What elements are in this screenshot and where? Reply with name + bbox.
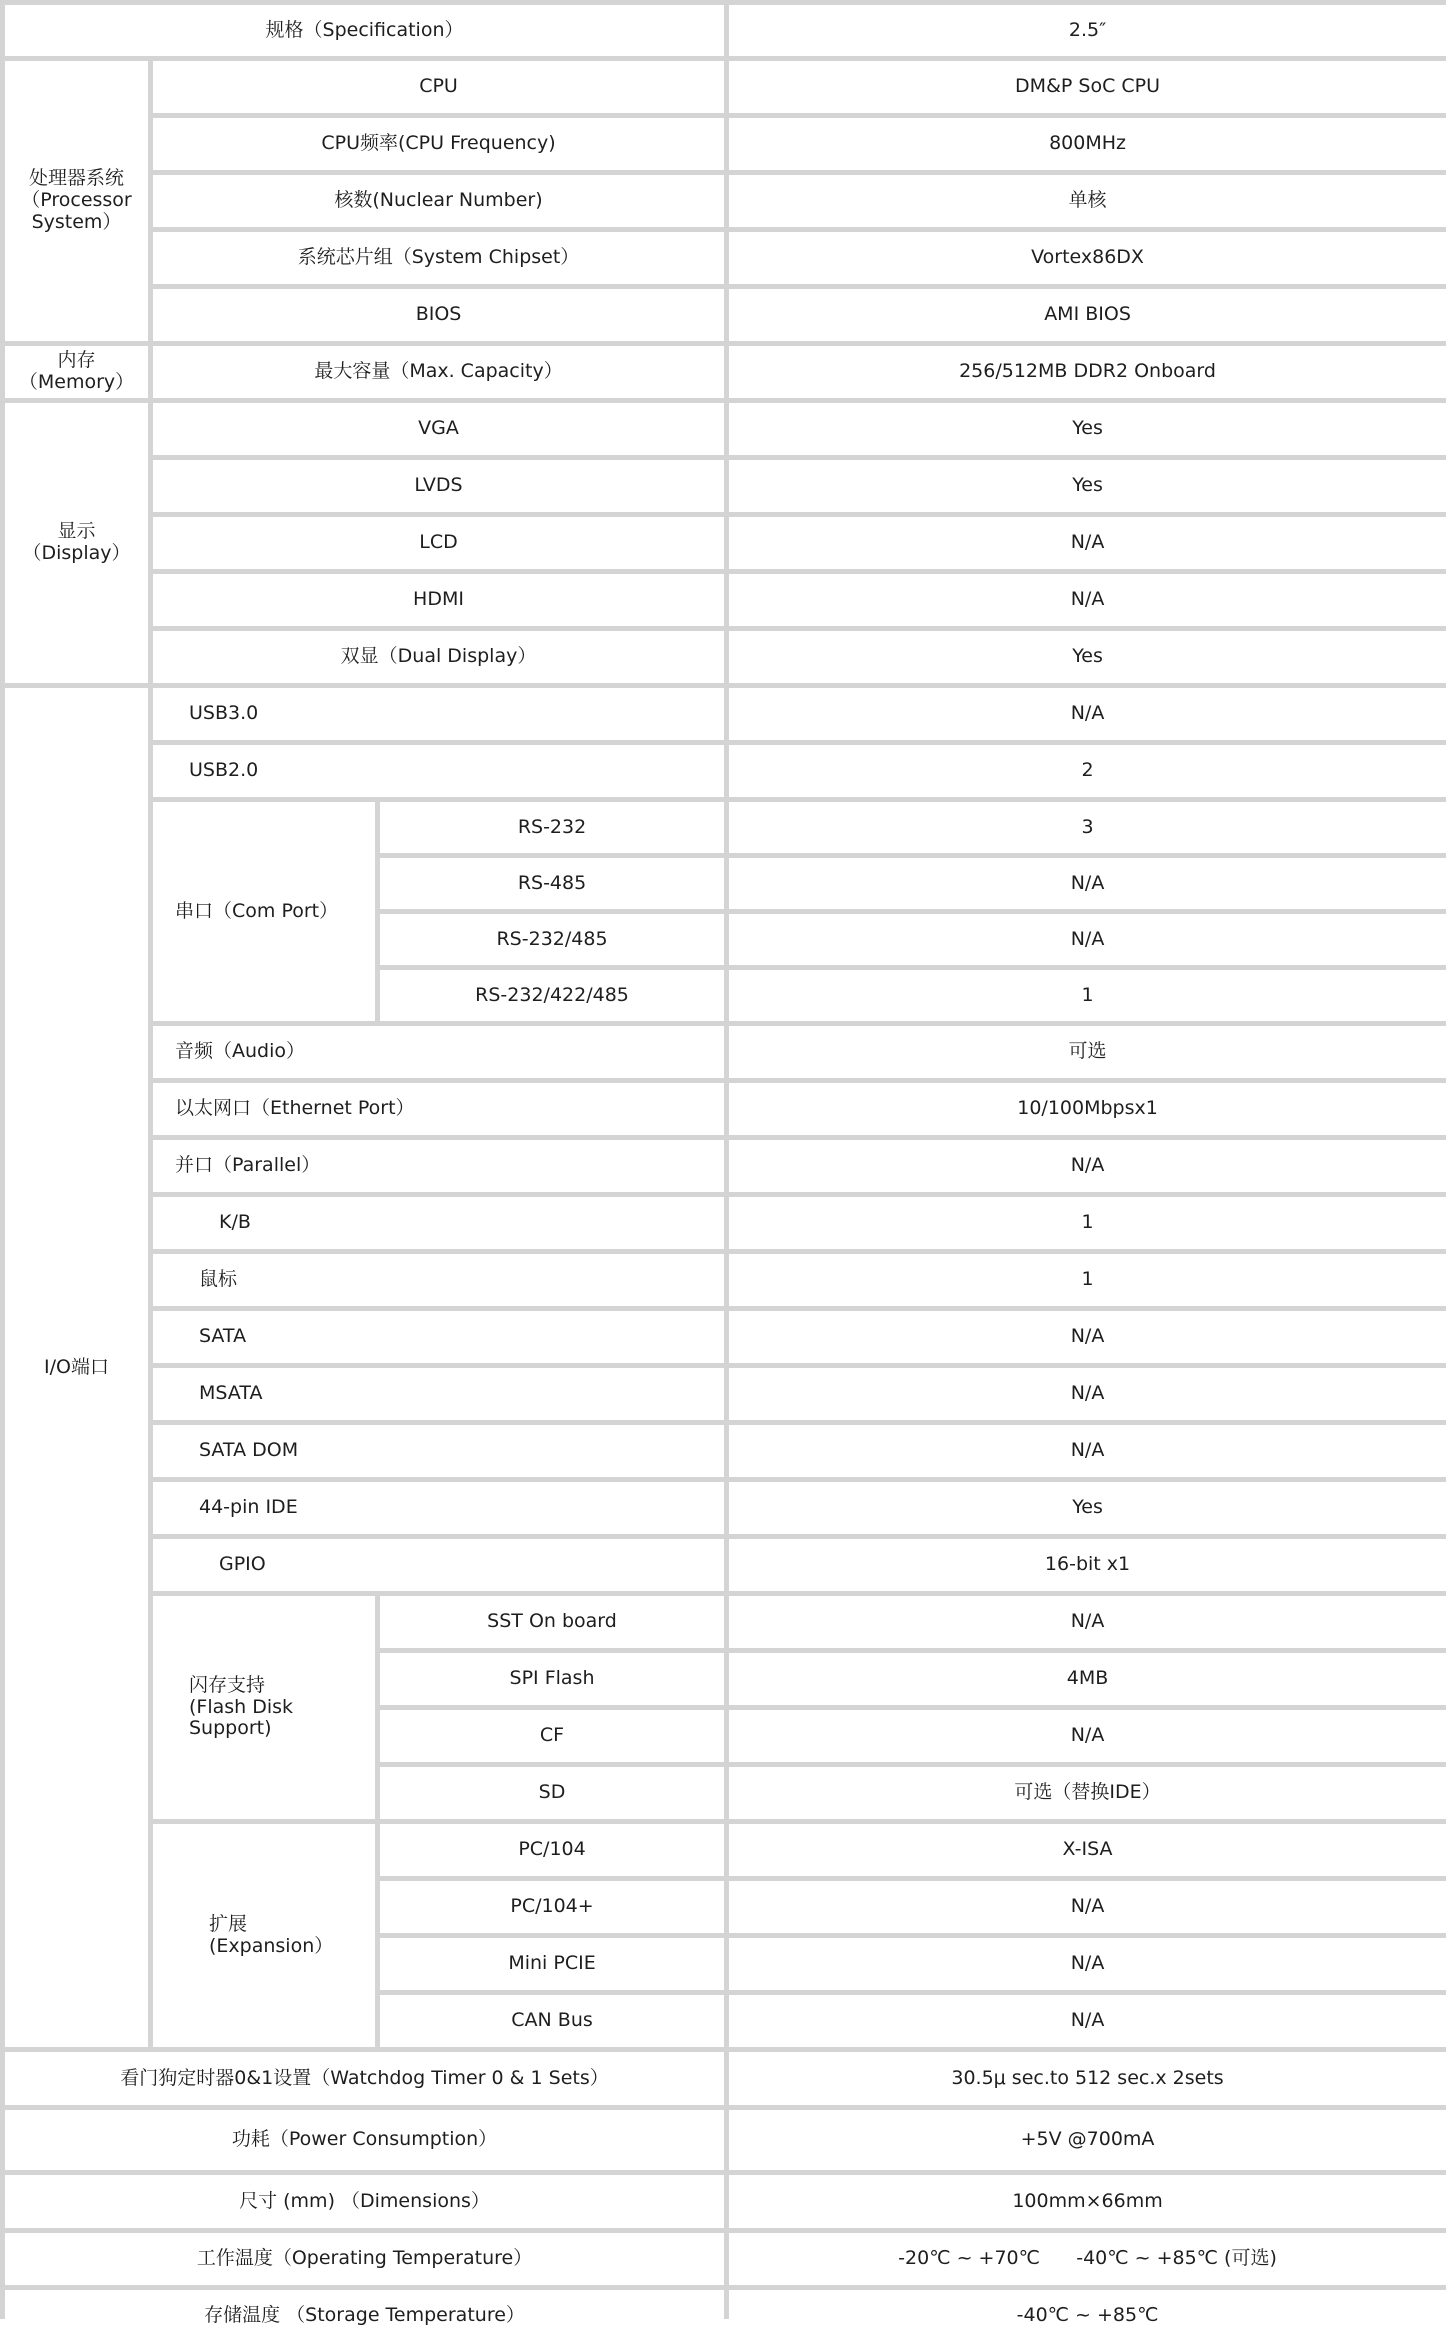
sata-value: N/A xyxy=(729,1311,1446,1363)
vga-label: VGA xyxy=(153,403,724,455)
spi-flash-value: 4MB xyxy=(729,1653,1446,1705)
msata-label: MSATA xyxy=(153,1368,724,1420)
ethernet-label: 以太网口（Ethernet Port） xyxy=(153,1083,724,1135)
expansion-group-label: 扩展 (Expansion） xyxy=(153,1824,375,2047)
audio-label: 音频（Audio） xyxy=(153,1026,724,1078)
power-value: +5V @700mA xyxy=(729,2110,1446,2170)
table-row xyxy=(5,745,1446,797)
table-row xyxy=(5,1539,1446,1591)
table-row xyxy=(5,346,1446,398)
core-count-label: 核数(Nuclear Number) xyxy=(153,175,724,227)
sd-label: SD xyxy=(380,1767,724,1819)
table-row xyxy=(5,1254,1446,1306)
cf-value: N/A xyxy=(729,1710,1446,1762)
table-row xyxy=(5,5,1446,56)
core-count-value: 单核 xyxy=(729,175,1446,227)
mouse-label: 鼠标 xyxy=(153,1254,724,1306)
rs232-422-485-label: RS-232/422/485 xyxy=(380,970,724,1021)
usb20-value: 2 xyxy=(729,745,1446,797)
storage-temp-value: -40℃ ~ +85℃ xyxy=(729,2290,1446,2342)
io-group-label: I/O端口 xyxy=(5,688,148,2047)
table-row xyxy=(5,1083,1446,1135)
table-row xyxy=(5,175,1446,227)
max-capacity-value: 256/512MB DDR2 Onboard xyxy=(729,346,1446,398)
processor-group-label: 处理器系统 （Processor System） xyxy=(5,61,148,341)
table-row xyxy=(5,1368,1446,1420)
table-row xyxy=(5,574,1446,626)
bios-label: BIOS xyxy=(153,289,724,341)
cpu-label: CPU xyxy=(153,61,724,113)
rs232-485-value: N/A xyxy=(729,914,1446,965)
gpio-label: GPIO xyxy=(153,1539,724,1591)
watchdog-value: 30.5μ sec.to 512 sec.x 2sets xyxy=(729,2052,1446,2105)
com-port-group-label: 串口（Com Port） xyxy=(153,802,375,1021)
table-row xyxy=(5,61,1446,113)
ide-value: Yes xyxy=(729,1482,1446,1534)
hdmi-value: N/A xyxy=(729,574,1446,626)
lvds-label: LVDS xyxy=(153,460,724,512)
rs232-value: 3 xyxy=(729,802,1446,853)
mouse-value: 1 xyxy=(729,1254,1446,1306)
kb-label: K/B xyxy=(153,1197,724,1249)
chipset-value: Vortex86DX xyxy=(729,232,1446,284)
pc104-value: X-ISA xyxy=(729,1824,1446,1876)
table-row xyxy=(5,2290,1446,2342)
dual-display-label: 双显（Dual Display） xyxy=(153,631,724,683)
display-group-label: 显示 （Display） xyxy=(5,403,148,683)
sst-onboard-label: SST On board xyxy=(380,1596,724,1648)
table-row xyxy=(5,688,1446,740)
operating-temp-label: 工作温度（Operating Temperature） xyxy=(5,2233,724,2285)
pc104-plus-value: N/A xyxy=(729,1881,1446,1933)
table-row xyxy=(5,460,1446,512)
lvds-value: Yes xyxy=(729,460,1446,512)
table-row xyxy=(5,631,1446,683)
spec-label: 规格（Specification） xyxy=(5,5,724,56)
usb30-label: USB3.0 xyxy=(153,688,724,740)
sata-dom-value: N/A xyxy=(729,1425,1446,1477)
table-row xyxy=(5,517,1446,569)
mini-pcie-value: N/A xyxy=(729,1938,1446,1990)
spi-flash-label: SPI Flash xyxy=(380,1653,724,1705)
watchdog-label: 看门狗定时器0&1设置（Watchdog Timer 0 & 1 Sets） xyxy=(5,2052,724,2105)
hdmi-label: HDMI xyxy=(153,574,724,626)
table-row xyxy=(5,1596,1446,1648)
kb-value: 1 xyxy=(729,1197,1446,1249)
msata-value: N/A xyxy=(729,1368,1446,1420)
table-row xyxy=(5,1482,1446,1534)
flash-group-label: 闪存支持 (Flash Disk Support) xyxy=(153,1596,375,1819)
table-row xyxy=(5,2110,1446,2170)
sd-value: 可选（替换IDE） xyxy=(729,1767,1446,1819)
max-capacity-label: 最大容量（Max. Capacity） xyxy=(153,346,724,398)
parallel-label: 并口（Parallel） xyxy=(153,1140,724,1192)
lcd-label: LCD xyxy=(153,517,724,569)
sata-dom-label: SATA DOM xyxy=(153,1425,724,1477)
cpu-frequency-value: 800MHz xyxy=(729,118,1446,170)
table-row xyxy=(5,802,1446,853)
table-row xyxy=(5,1140,1446,1192)
pc104-plus-label: PC/104+ xyxy=(380,1881,724,1933)
parallel-value: N/A xyxy=(729,1140,1446,1192)
table-row xyxy=(5,1026,1446,1078)
dimensions-label: 尺寸 (mm) （Dimensions） xyxy=(5,2175,724,2228)
rs485-value: N/A xyxy=(729,858,1446,909)
audio-value: 可选 xyxy=(729,1026,1446,1078)
dimensions-value: 100mm×66mm xyxy=(729,2175,1446,2228)
dual-display-value: Yes xyxy=(729,631,1446,683)
spec-value: 2.5″ xyxy=(729,5,1446,56)
usb30-value: N/A xyxy=(729,688,1446,740)
table-row xyxy=(5,118,1446,170)
pc104-label: PC/104 xyxy=(380,1824,724,1876)
table-row xyxy=(5,289,1446,341)
lcd-value: N/A xyxy=(729,517,1446,569)
table-row xyxy=(5,2052,1446,2105)
chipset-label: 系统芯片组（System Chipset） xyxy=(153,232,724,284)
table-row xyxy=(5,232,1446,284)
table-row xyxy=(5,1311,1446,1363)
table-row xyxy=(5,1824,1446,1876)
cpu-value: DM&P SoC CPU xyxy=(729,61,1446,113)
bios-value: AMI BIOS xyxy=(729,289,1446,341)
table-row xyxy=(5,403,1446,455)
operating-temp-value: -20℃ ~ +70℃ -40℃ ~ +85℃ (可选) xyxy=(729,2233,1446,2285)
sst-onboard-value: N/A xyxy=(729,1596,1446,1648)
can-bus-label: CAN Bus xyxy=(380,1995,724,2047)
memory-group-label: 内存（Memory） xyxy=(5,346,148,398)
cpu-frequency-label: CPU频率(CPU Frequency) xyxy=(153,118,724,170)
storage-temp-label: 存储温度 （Storage Temperature） xyxy=(5,2290,724,2342)
sata-label: SATA xyxy=(153,1311,724,1363)
rs485-label: RS-485 xyxy=(380,858,724,909)
gpio-value: 16-bit x1 xyxy=(729,1539,1446,1591)
table-row xyxy=(5,1197,1446,1249)
rs232-422-485-value: 1 xyxy=(729,970,1446,1021)
table-row xyxy=(5,1425,1446,1477)
can-bus-value: N/A xyxy=(729,1995,1446,2047)
usb20-label: USB2.0 xyxy=(153,745,724,797)
table-row xyxy=(5,2233,1446,2285)
ethernet-value: 10/100Mbpsx1 xyxy=(729,1083,1446,1135)
table-row xyxy=(5,2175,1446,2228)
ide-label: 44-pin IDE xyxy=(153,1482,724,1534)
cf-label: CF xyxy=(380,1710,724,1762)
rs232-label: RS-232 xyxy=(380,802,724,853)
vga-value: Yes xyxy=(729,403,1446,455)
mini-pcie-label: Mini PCIE xyxy=(380,1938,724,1990)
power-label: 功耗（Power Consumption） xyxy=(5,2110,724,2170)
rs232-485-label: RS-232/485 xyxy=(380,914,724,965)
